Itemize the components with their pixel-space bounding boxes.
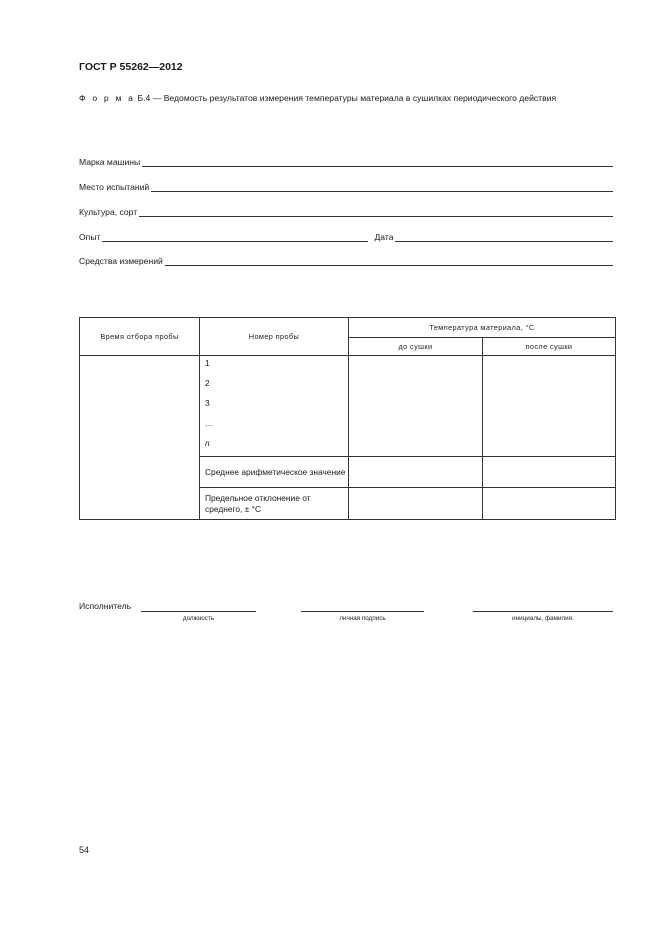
fill-line [165, 256, 613, 266]
results-table [79, 317, 616, 520]
after-value-cell [483, 356, 616, 457]
field-experiment-date [79, 230, 613, 242]
header-time: Время отбора пробы [80, 318, 200, 356]
deviation-after-cell [483, 488, 616, 520]
initials-caption: инициалы, фамилия. [512, 615, 574, 622]
mean-before-cell [349, 457, 483, 488]
page-number: 54 [79, 845, 90, 855]
fill-line [139, 207, 613, 217]
signature-line [301, 611, 424, 612]
form-word: Ф о р м а [79, 93, 136, 103]
field-label: Марка машины [79, 157, 141, 167]
mean-label: Среднее арифметическое значение [200, 457, 349, 488]
position-line [141, 611, 256, 612]
fill-line [151, 182, 613, 192]
sample-item: 3 [205, 398, 210, 408]
form-caption [79, 93, 556, 103]
header-before-drying: до сушки [349, 338, 483, 356]
deviation-before-cell [349, 488, 483, 520]
before-value-cell [349, 356, 483, 457]
sample-item: 2 [205, 378, 210, 388]
field-measuring-instruments [79, 254, 613, 266]
mean-after-cell [483, 457, 616, 488]
field-label: Опыт [79, 232, 101, 242]
sample-item: … [205, 418, 214, 428]
time-cell [80, 356, 200, 520]
deviation-label: Предельное отклонение от среднего, ± °С [200, 488, 349, 520]
sample-item: n [205, 438, 210, 448]
form-title: Б.4 — Ведомость результатов измерения температуры материала в сушилках периодического действия [135, 93, 557, 103]
field-label: Место испытаний [79, 182, 150, 192]
fill-line [395, 232, 613, 242]
position-caption: должность [182, 615, 215, 622]
field-label: Культура, сорт [79, 207, 138, 217]
fill-line [102, 232, 368, 242]
sample-item: 1 [205, 358, 210, 368]
initials-line [473, 611, 613, 612]
field-label: Дата [374, 232, 394, 242]
signature-caption: личная подпись [339, 615, 386, 622]
header-after-drying: после сушки [483, 338, 616, 356]
field-label: Средства измерений [79, 256, 163, 266]
header-temperature: Температура материала, °С [349, 318, 616, 338]
fill-line [142, 157, 613, 167]
standard-designation: ГОСТ Р 55262—2012 [79, 61, 183, 73]
header-sample-number: Номер пробы [200, 318, 349, 356]
field-crop-variety [79, 205, 613, 217]
field-machine-brand [79, 155, 613, 167]
field-test-location [79, 180, 613, 192]
performer-label: Исполнитель [79, 601, 132, 611]
samples-cell [200, 356, 349, 457]
